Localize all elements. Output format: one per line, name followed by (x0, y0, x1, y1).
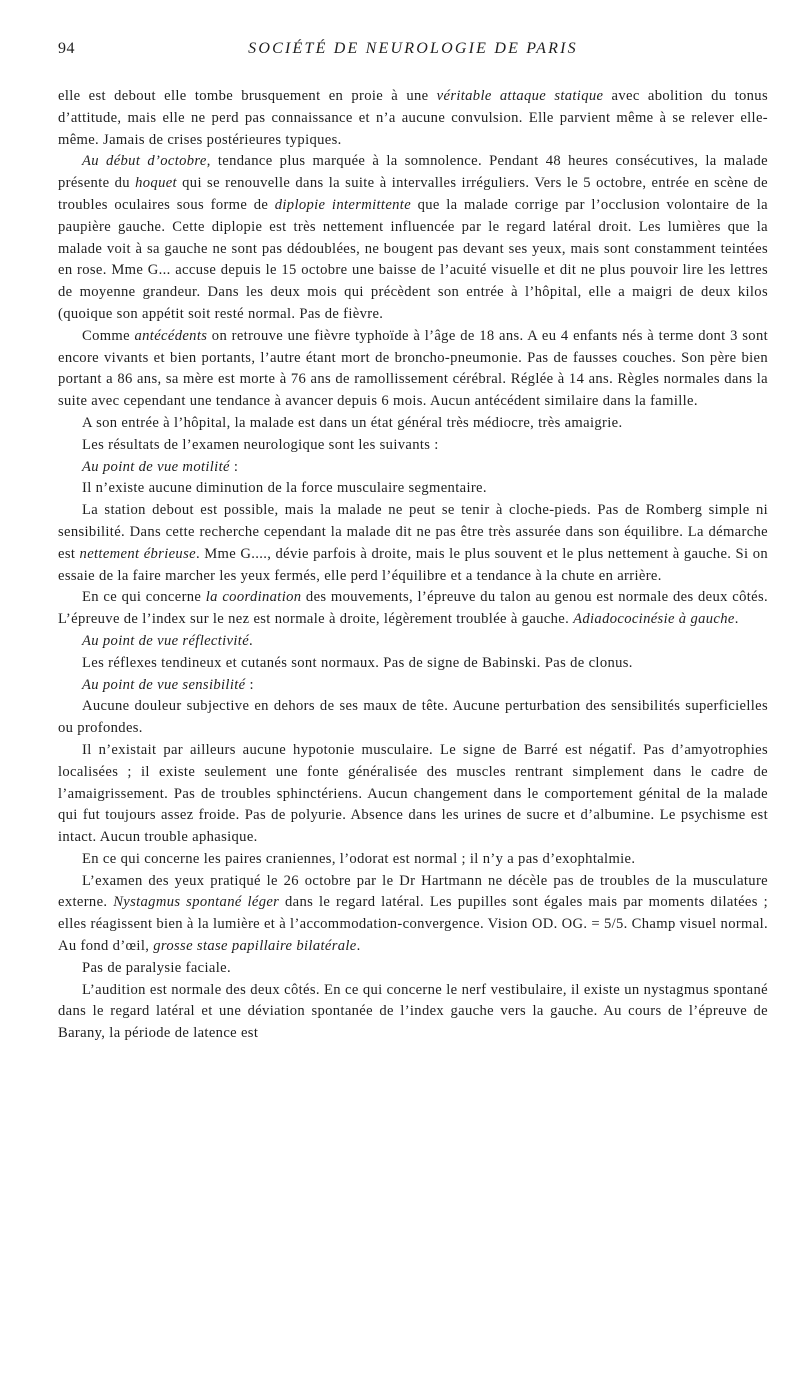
italic-text-run: Nystagmus spontané léger (113, 894, 280, 911)
paragraph (58, 326, 768, 413)
text-run: La station debout est possible, mais la malade ne peut se tenir à cloche-pieds. Pas de Romberg simple ni sensibilité. Dans cette recherche cependant la malade dit ne pas être très assurée dans son équilibre. La démarche est (58, 502, 768, 562)
text-run: que la malade corrige par l’occlusion volontaire de la paupière gauche. Cette diplopie est très nettement influencée par le regard latéral droit. Les lumières que la malade voit à sa gauche ne sont pas dédoublées, ne bougent pas devant ses yeux, mais sont constamment teintées en rose. Mme G... accuse depuis le 15 octobre une baisse de l’acuité visuelle et dit ne plus pouvoir lire les lettres de moyenne grandeur. Dans les deux mois qui précèdent son entrée à l’hôpital, elle a maigri de deux kilos (quoique son appétit soit resté normal. Pas de fièvre. (58, 196, 768, 322)
paragraph (58, 675, 768, 697)
text-run: Il n’existait par ailleurs aucune hypotonie musculaire. Le signe de Barré est négatif. Pas d’amyotrophies localisées ; il existe seulement une fonte généralisée des muscles rentrant simplement dans le cadre de l’amaigrissement. Pas de troubles sphinctériens. Aucun changement dans le comportement génital de la malade qui fut toujours assez froide. Pas de polyurie. Absence dans les urines de sucre et d’albumine. Le psychisme est intact. Aucun trouble aphasique. (58, 741, 768, 846)
paragraph (58, 435, 768, 457)
paragraph (58, 653, 768, 675)
text-run: avec abolition du tonus d’attitude, mais elle ne perd pas connaissance et n’a aucune convulsion. Elle parvient même à se relever elle-même. Jamais de crises postérieures typiques. (58, 88, 768, 148)
paragraph (58, 740, 768, 849)
italic-text-run: véritable attaque statique (436, 88, 604, 104)
text-run: En ce qui concerne les paires craniennes, l’odorat est normal ; il n’y a pas d’exophtalmie. (82, 850, 636, 867)
italic-text-run: Au point de vue réflectivité (82, 632, 250, 649)
text-run: . (356, 938, 361, 955)
text-run: , tendance plus marquée à la somnolence. Pendant 48 heures consécutives, la malade présente du (58, 153, 768, 192)
paragraph (58, 86, 768, 151)
body-text (58, 86, 768, 1045)
text-run: Aucune douleur subjective en dehors de ses maux de tête. Aucune perturbation des sensibilités superficielles ou profondes. (58, 698, 768, 737)
italic-text-run: hoquet (135, 175, 177, 192)
text-run: En ce qui concerne (82, 589, 206, 606)
text-run: Les résultats de l’examen neurologique sont les suivants : (82, 436, 439, 453)
page-number: 94 (58, 40, 75, 57)
text-run: : (229, 458, 239, 475)
paragraph (58, 958, 768, 980)
paragraph (58, 587, 768, 631)
paragraph (58, 413, 768, 435)
text-run: Il n’existe aucune diminution de la force musculaire segmentaire. (82, 480, 487, 497)
text-run: L’audition est normale des deux côtés. En ce qui concerne le nerf vestibulaire, il existe un nystagmus spontané dans le regard latéral et une déviation spontanée de l’index gauche vers la gauche. Au cours de l’épreuve de Barany, la période de latence est (58, 981, 768, 1042)
text-run: elle est debout elle tombe brusquement en proie à une (58, 88, 437, 104)
page-header (58, 38, 768, 66)
text-run: on retrouve une fièvre typhoïde à l’âge de 18 ans. A eu 4 enfants nés à terme dont 3 sont encore vivants et bien portants, l’autre étant mort de broncho-pneumonie. Pas de fausses couches. Son père bien portant a 86 ans, sa mère est morte à 76 ans de ramollissement cérébral. Réglée à 14 ans. Règles normales dans la suite avec cependant une tendance à avancer depuis 6 mois. Aucun antécédent similaire dans la famille. (58, 327, 768, 410)
text-run: Comme (82, 327, 135, 344)
text-run: Les réflexes tendineux et cutanés sont normaux. Pas de signe de Babinski. Pas de clonus. (82, 654, 633, 671)
italic-text-run: Au début d’octobre (82, 153, 207, 170)
text-run: . Mme G...., dévie parfois à droite, mais le plus souvent et le plus nettement à gauche. Si on essaie de la faire marcher les yeux fermés, elle perd l’équilibre et a tendance à la chute en arrière. (58, 545, 768, 584)
text-run: : (245, 676, 254, 693)
text-run: des mouvements, l’épreuve du talon au genou est normale des deux côtés. L’épreuve de l’index sur le nez est normale à droite, légèrement troublée à gauche. (58, 589, 769, 628)
text-run: . (734, 611, 739, 628)
italic-text-run: la coordination (205, 589, 302, 606)
paragraph (58, 457, 768, 479)
paragraph (58, 871, 768, 958)
paragraph (58, 151, 768, 325)
italic-text-run: grosse stase papillaire bilatérale (153, 938, 357, 955)
paragraph (58, 696, 768, 740)
italic-text-run: Adiadococinésie à gauche (573, 611, 735, 628)
paragraph (58, 849, 768, 871)
italic-text-run: antécédents (134, 327, 208, 344)
italic-text-run: Au point de vue sensibilité (82, 676, 246, 693)
paragraph (58, 478, 768, 500)
text-run: Pas de paralysie faciale. (82, 959, 231, 976)
running-title: SOCIÉTÉ DE NEUROLOGIE DE PARIS (248, 40, 578, 57)
italic-text-run: Au point de vue motilité (82, 458, 230, 475)
paragraph (58, 500, 768, 587)
text-run: qui se renouvelle dans la suite à intervalles irréguliers. Vers le 5 octobre, entrée en scène de troubles oculaires sous forme de (58, 175, 768, 213)
italic-text-run: diplopie intermittente (274, 196, 412, 213)
text-run: A son entrée à l’hôpital, la malade est dans un état général très médiocre, très amaigrie. (82, 414, 623, 431)
italic-text-run: nettement ébrieuse (79, 545, 196, 562)
text-run: L’examen des yeux pratiqué le 26 octobre par le Dr Hartmann ne décèle pas de troubles de la musculature externe. (58, 872, 768, 911)
paragraph (58, 631, 768, 653)
text-run: . (249, 632, 254, 649)
text-run: dans le regard latéral. Les pupilles sont égales mais par moments dilatées ; elles réagissent bien à la lumière et à l’accommodation-convergence. Vision OD. OG. = 5/5. Champ visuel normal. Au fond d’œil, (58, 894, 768, 955)
paragraph (58, 980, 768, 1045)
